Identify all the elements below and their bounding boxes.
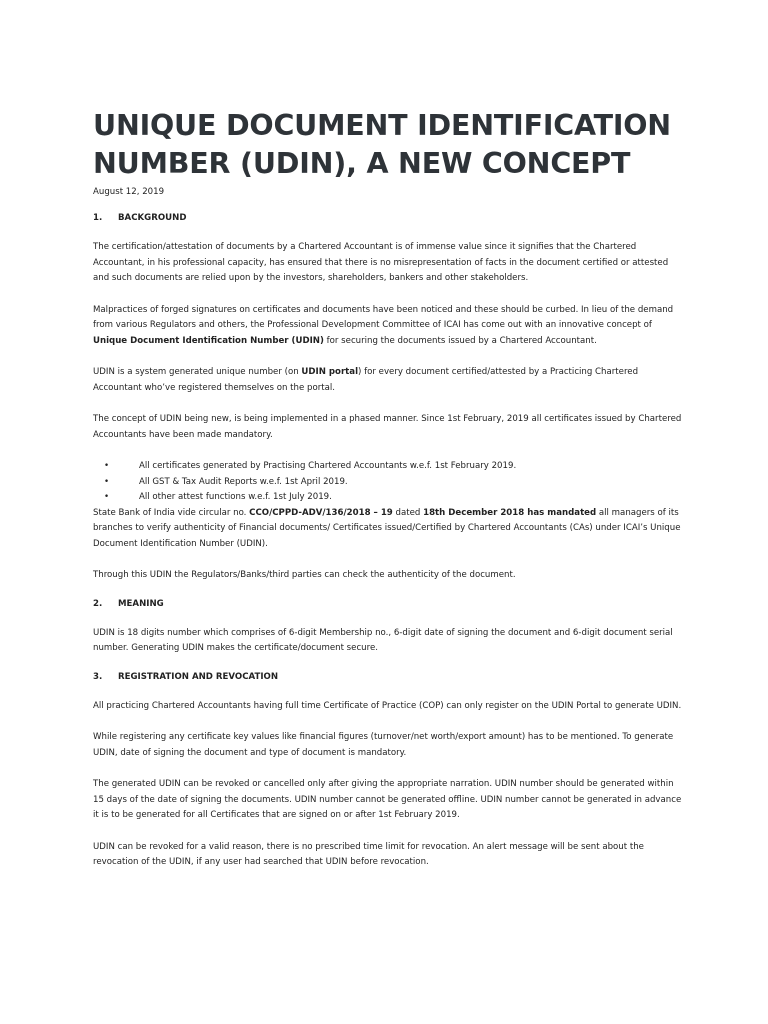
- section-heading-background: [93, 212, 683, 224]
- paragraph-key-values: While registering any certificate key values like financial figures (turnover/net worth/export amount) has to be mentioned. To generate UDIN, date of signing the document and type of document is mandatory.: [93, 732, 674, 758]
- text-run: all managers of its branches to verify authenticity of Financial documents/ Certificates issued/Certified by Chartered Accountants (CAs) under ICAI’s Unique Document Identification Number (UDIN).: [93, 507, 681, 549]
- udin-portal-bold: UDIN portal: [301, 367, 359, 377]
- section-heading-registration: [93, 671, 683, 683]
- bullet-list: [93, 459, 683, 506]
- section-number: 1.: [93, 213, 103, 223]
- section-title: REGISTRATION AND REVOCATION: [118, 671, 279, 682]
- text-run: ) for every document certified/attested by a Practicing Chartered Accountant who’ve registered themselves on the portal.: [93, 367, 639, 393]
- list-item-text: All GST & Tax Audit Reports w.e.f. 1st April 2019.: [139, 476, 348, 487]
- paragraph-revocation-rules: The generated UDIN can be revoked or cancelled only after giving the appropriate narration. UDIN number should be generated within 15 days of the date of signing the documents. UDIN number cannot be generated offline. UDIN number cannot be generated in advance it is to be generated for all Certificates that are signed on or after 1st February 2019.: [93, 779, 682, 820]
- bullet-icon: •: [104, 492, 110, 502]
- list-item-text: All other attest functions w.e.f. 1st July 2019.: [139, 492, 332, 502]
- paragraph-malpractices: [93, 303, 683, 350]
- bullet-icon: •: [104, 476, 110, 487]
- bold-text: Unique Document Identification Number (UDIN): [93, 335, 324, 346]
- text-run: for securing the documents issued by a Chartered Accountant.: [323, 335, 597, 346]
- section-number: 2.: [93, 598, 103, 609]
- list-item: [93, 475, 683, 491]
- circular-number-bold: CCO/CPPD-ADV/136/2018 – 19: [249, 507, 393, 518]
- list-item: [93, 459, 683, 475]
- text-run: dated: [392, 507, 424, 518]
- list-item-text: All certificates generated by Practising Chartered Accountants w.e.f. 1st February 2019.: [139, 461, 517, 471]
- document-page: [93, 107, 683, 871]
- text-run: State Bank of India vide circular no.: [93, 507, 250, 518]
- list-item: [93, 490, 683, 506]
- paragraph-revocation-alert: UDIN can be revoked for a valid reason, there is no prescribed time limit for revocation. An alert message will be sent about the revocation of the UDIN, if any user had searched that UDIN before revocation.: [93, 841, 644, 867]
- paragraph-sbi-circular: [93, 506, 683, 553]
- paragraph-registration: All practicing Chartered Accountants having full time Certificate of Practice (COP) can only register on the UDIN Portal to generate UDIN.: [93, 700, 682, 711]
- document-title: UNIQUE DOCUMENT IDENTIFICATION NUMBER (UDIN), A NEW CONCEPT: [93, 109, 671, 180]
- bullet-icon: •: [104, 461, 110, 471]
- paragraph-udin-format: UDIN is 18 digits number which comprises of 6-digit Membership no., 6-digit date of signing the document and 6-digit document serial number. Generating UDIN makes the certificate/document secure.: [93, 627, 673, 653]
- paragraph-phased-implementation: The concept of UDIN being new, is being implemented in a phased manner. Since 1st February, 2019 all certificates issued by Chartered Accountants have been made mandatory.: [93, 414, 682, 440]
- text-run: Malpractices of forged signatures on certificates and documents have been noticed and these should be curbed. In lieu of the demand from various Regulators and others, the Professional Development Committee of ICAI has come out with an innovative concept of: [93, 304, 674, 330]
- text-run: UDIN is a system generated unique number (on: [93, 367, 302, 377]
- paragraph-udin-definition: [93, 365, 683, 396]
- section-title: BACKGROUND: [118, 213, 187, 223]
- section-title: MEANING: [118, 598, 164, 609]
- section-number: 3.: [93, 671, 103, 682]
- paragraph-authenticity-check: Through this UDIN the Regulators/Banks/third parties can check the authenticity of the document.: [93, 570, 516, 580]
- publish-date: August 12, 2019: [93, 187, 165, 197]
- paragraph-certification: The certification/attestation of documents by a Chartered Accountant is of immense value since it signifies that the Chartered Accountant, in his professional capacity, has ensured that there is no misrepresentation of facts in the document certified or attested and such documents are relied upon by the investors, shareholders, bankers and other stakeholders.: [93, 242, 669, 283]
- section-heading-meaning: [93, 598, 683, 610]
- mandate-bold: 18th December 2018 has mandated: [423, 507, 597, 518]
